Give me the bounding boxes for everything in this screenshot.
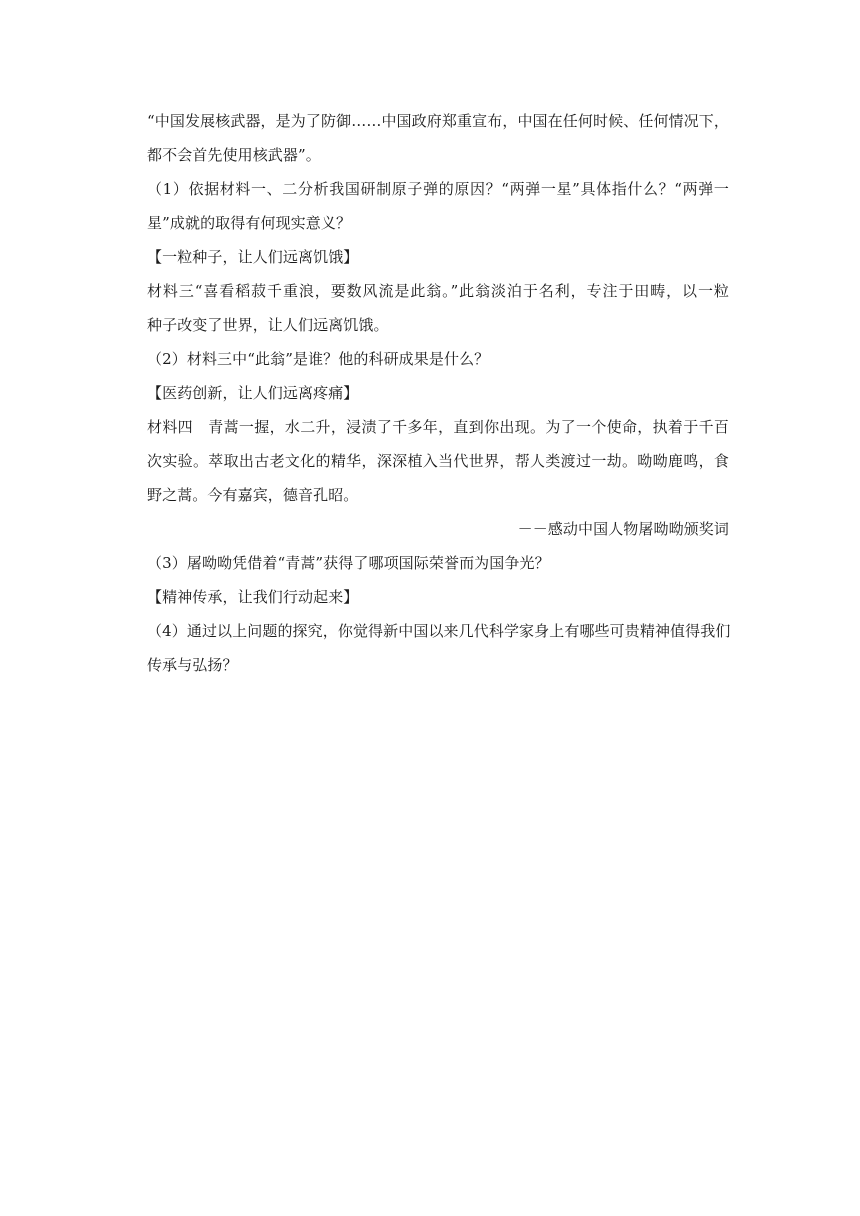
material-two-text-line-2: 都不会首先使用核武器”。 [147,146,321,164]
question-1-line-1: （1）依据材料一、二分析我国研制原子弹的原因？“两弹一星”具体指什么？“两弹一 [147,180,729,198]
question-4-line-1: （4）通过以上问题的探究，你觉得新中国以来几代科学家身上有哪些可贵精神值得我们 [147,622,731,640]
section-heading-medicine: 【医药创新，让人们远离疼痛】 [147,384,359,402]
question-4-line-2: 传承与弘扬？ [147,656,238,674]
question-2: （2）材料三中“此翁”是谁？他的科研成果是什么？ [147,350,490,368]
material-three-line-2: 种子改变了世界，让人们远离饥饿。 [147,316,389,334]
question-1-line-2: 星”成就的取得有何现实意义？ [147,214,352,232]
material-four-line-1: 材料四 青蒿一握，水二升，浸渍了千多年，直到你出现。为了一个使命，执着于千百 [147,418,729,436]
material-four-line-2: 次实验。萃取出古老文化的精华，深深植入当代世界，帮人类渡过一劫。呦呦鹿鸣，食 [147,452,729,470]
section-heading-seed: 【一粒种子，让人们远离饥饿】 [147,248,359,266]
document-body [147,104,729,682]
material-two-text-line-1: “中国发展核武器，是为了防御……中国政府郑重宣布，中国在任何时候、任何情况下， [147,112,729,130]
material-three-line-1: 材料三“喜看稻菽千重浪，要数风流是此翁。”此翁淡泊于名利，专注于田畴，以一粒 [147,282,729,300]
section-heading-spirit: 【精神传承，让我们行动起来】 [147,588,359,606]
material-four-attribution: －－感动中国人物屠呦呦颁奖词 [517,520,729,538]
question-3: （3）屠呦呦凭借着“青蒿”获得了哪项国际荣誉而为国争光？ [147,554,550,572]
material-four-line-3: 野之蒿。今有嘉宾，德音孔昭。 [147,486,359,504]
